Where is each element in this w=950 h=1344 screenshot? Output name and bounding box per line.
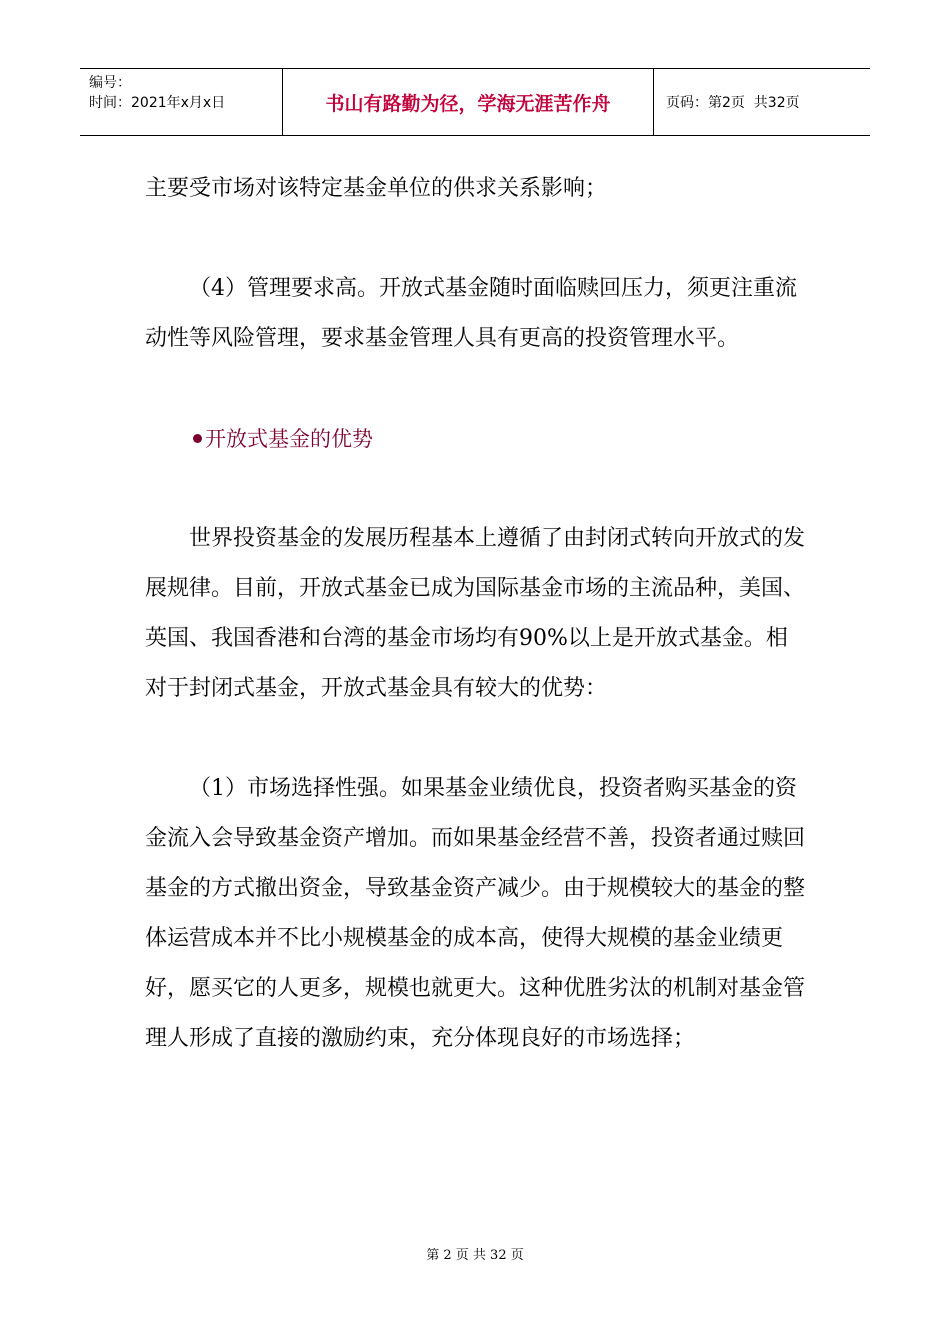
page-code-text: 页码：第2页 共32页	[666, 95, 800, 111]
document-body	[145, 164, 805, 1064]
section-heading-text: 开放式基金的优势	[205, 427, 373, 451]
bullet-icon	[193, 434, 202, 443]
header-page-code	[654, 69, 870, 135]
header-motto: 书山有路勤为径，学海无涯苦作舟	[282, 69, 654, 135]
header-meta	[80, 69, 282, 135]
paragraph-1: 主要受市场对该特定基金单位的供求关系影响；	[145, 176, 608, 201]
spacer	[145, 364, 805, 414]
paragraph-4: （1）市场选择性强。如果基金业绩优良，投资者购买基金的资金流入会导致基金资产增加。而如果基金经营不善，投资者通过赎回基金的方式撤出资金，导致基金资产减少。由于规模较大的基金的整体运营成本并不比小规模基金的成本高，使得大规模的基金业绩更好，愿买它的人更多，规模也就更大。这种优胜劣汰的机制对基金管理人形成了直接的激励约束，充分体现良好的市场选择；	[145, 776, 806, 1051]
paragraph-2: （4）管理要求高。开放式基金随时面临赎回压力，须更注重流动性等风险管理，要求基金管理人具有更高的投资管理水平。	[145, 276, 797, 351]
spacer	[145, 714, 805, 764]
number-label: 编号：	[89, 75, 131, 91]
spacer	[145, 464, 805, 514]
paragraph-3: 世界投资基金的发展历程基本上遵循了由封闭式转向开放式的发展规律。目前，开放式基金已成为国际基金市场的主流品种，美国、英国、我国香港和台湾的基金市场均有90%以上是开放式基金。相对于封闭式基金，开放式基金具有较大的优势：	[145, 526, 806, 701]
spacer	[145, 214, 805, 264]
section-heading	[145, 414, 805, 464]
document-header	[80, 68, 870, 136]
time-label: 时间：2021年x月x日	[89, 95, 226, 111]
page-footer: 第 2 页 共 32 页	[426, 1248, 524, 1263]
